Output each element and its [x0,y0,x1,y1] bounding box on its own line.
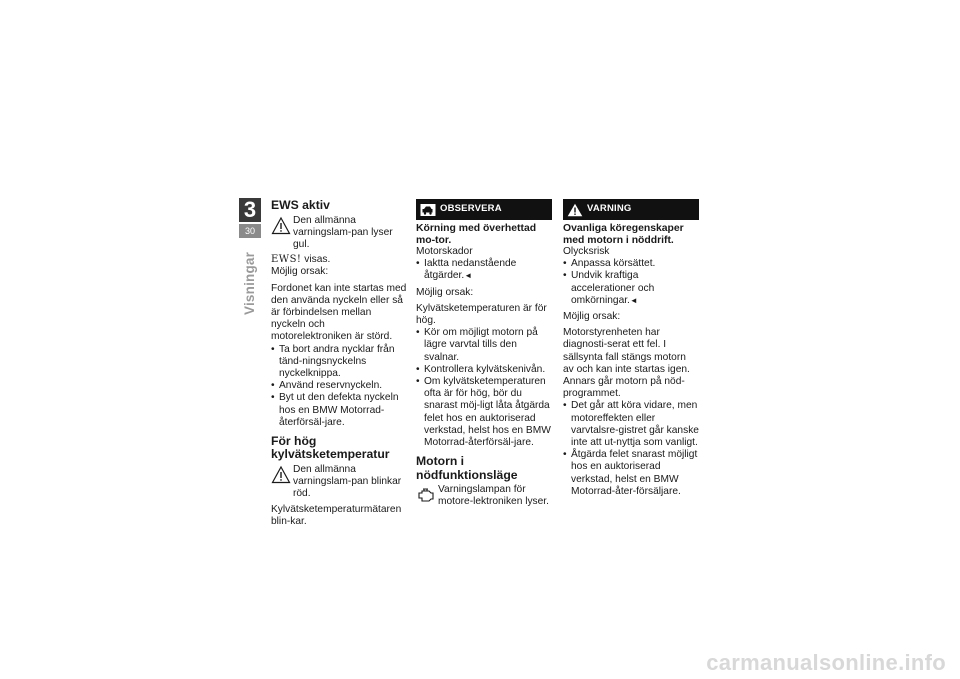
column-1 [271,199,407,528]
emergency-heading: Motorn i nödfunktionsläge [416,454,518,482]
list-item: • Det går att köra vidare, men motoreffekten eller varvtalsre-gistret går kanske inte att ut-nyttja som vanligt. [563,400,699,449]
warning-label: VARNING [587,203,632,215]
notice-heading: Körning med överhettad mo-tor. [416,223,537,246]
warning-bullet-list [563,258,699,307]
fault-bullet-list [563,400,699,498]
ews-cause-label: Möjlig orsak: [271,266,329,278]
coolant-indicator-text: Den allmänna varningslam-pan blinkar röd. [293,463,402,500]
list-item [416,258,552,282]
ews-bullet-list [271,344,407,429]
notice-bullet-text: Iaktta nedanstående åtgärder. [424,258,517,282]
list-item: • Ta bort andra nycklar från tänd-ningsnyckelns nyckelknippa. [271,344,407,381]
section-label: Visningar [242,251,257,315]
list-item: • Anpassa körsättet. [563,258,699,270]
coolant-bullet-list [416,327,552,449]
notice-car-icon [420,203,436,217]
notice-banner [416,199,552,220]
coolant-indicator [271,464,407,501]
chapter-number: 3 [239,198,261,222]
coolant-text: Kylvätsketemperaturmätaren blin-kar. [271,503,402,527]
list-item: • Om kylvätsketemperaturen ofta är för hög, bör du snarast möj-ligt låta åtgärda felet hos en auktoriserad verkstad, helst hos en BMW Motorrad-återförsäl-jare. [416,376,552,449]
ews-display-line [271,254,407,266]
warning-bullet-text: Undvik kraftiga accelerationer och omkörningar. [571,270,655,306]
list-item: • Byt ut den defekta nyckeln hos en BMW Motorrad-återförsäl-jare. [271,392,407,429]
warning-heading: Ovanliga köregenskaper med motorn i nöddrift. [563,223,684,246]
warning-triangle-icon [567,203,583,217]
ews-display-suffix: visas. [301,254,331,266]
ews-indicator [271,215,407,252]
ews-cause-text: Fordonet kan inte startas med den använda nyckeln eller så är förbindelsen mellan nyckeln och motorelektroniken är störd. [271,282,407,343]
column-2 [416,199,552,512]
end-mark-icon: ◄ [464,271,473,281]
list-item: • Använd reservnyckeln. [271,380,407,392]
notice-label: OBSERVERA [440,203,502,215]
ews-indicator-text: Den allmänna varningslam-pan lyser gul. [293,214,393,250]
end-mark-icon: ◄ [629,295,638,305]
cause-text: Motorstyrenheten har diagnosti-serat ett fel. I sällsynta fall stängs motorn av och kan inte startas igen. Annars går motorn på nöd-programmet. [563,327,690,400]
notice-sub: Motorskador [416,246,473,257]
list-item: • Kör om möjligt motorn på lägre varvtal tills den svalnar. [416,327,552,364]
column-3 [563,199,699,498]
notice-bullet-list [416,258,552,282]
list-item: • Kontrollera kylvätskenivån. [416,364,552,376]
ews-display-code: EWS! [271,254,302,266]
general-warning-triangle-icon [271,465,291,485]
watermark: carmanualsonline.info [706,649,946,675]
list-item [563,270,699,307]
emergency-indicator [416,484,552,508]
warning-sub: Olycksrisk [563,246,610,257]
ews-heading: EWS aktiv [271,198,330,212]
coolant-heading: För hög kylvätsketemperatur [271,433,390,462]
page-number: 30 [239,224,261,238]
emergency-indicator-text: Varningslampan för motore-lektroniken lyser. [438,484,549,508]
cause-label: Möjlig orsak: [563,311,621,323]
engine-electronics-icon [416,485,436,505]
list-item: • Åtgärda felet snarast möjligt hos en auktoriserad verkstad, helst en BMW Motorrad-åter-försäljare. [563,449,699,498]
warning-banner [563,199,699,220]
cause-label: Möjlig orsak: [416,286,474,298]
cause-text: Kylvätsketemperaturen är för hög. [416,302,547,327]
general-warning-triangle-icon [271,216,291,236]
